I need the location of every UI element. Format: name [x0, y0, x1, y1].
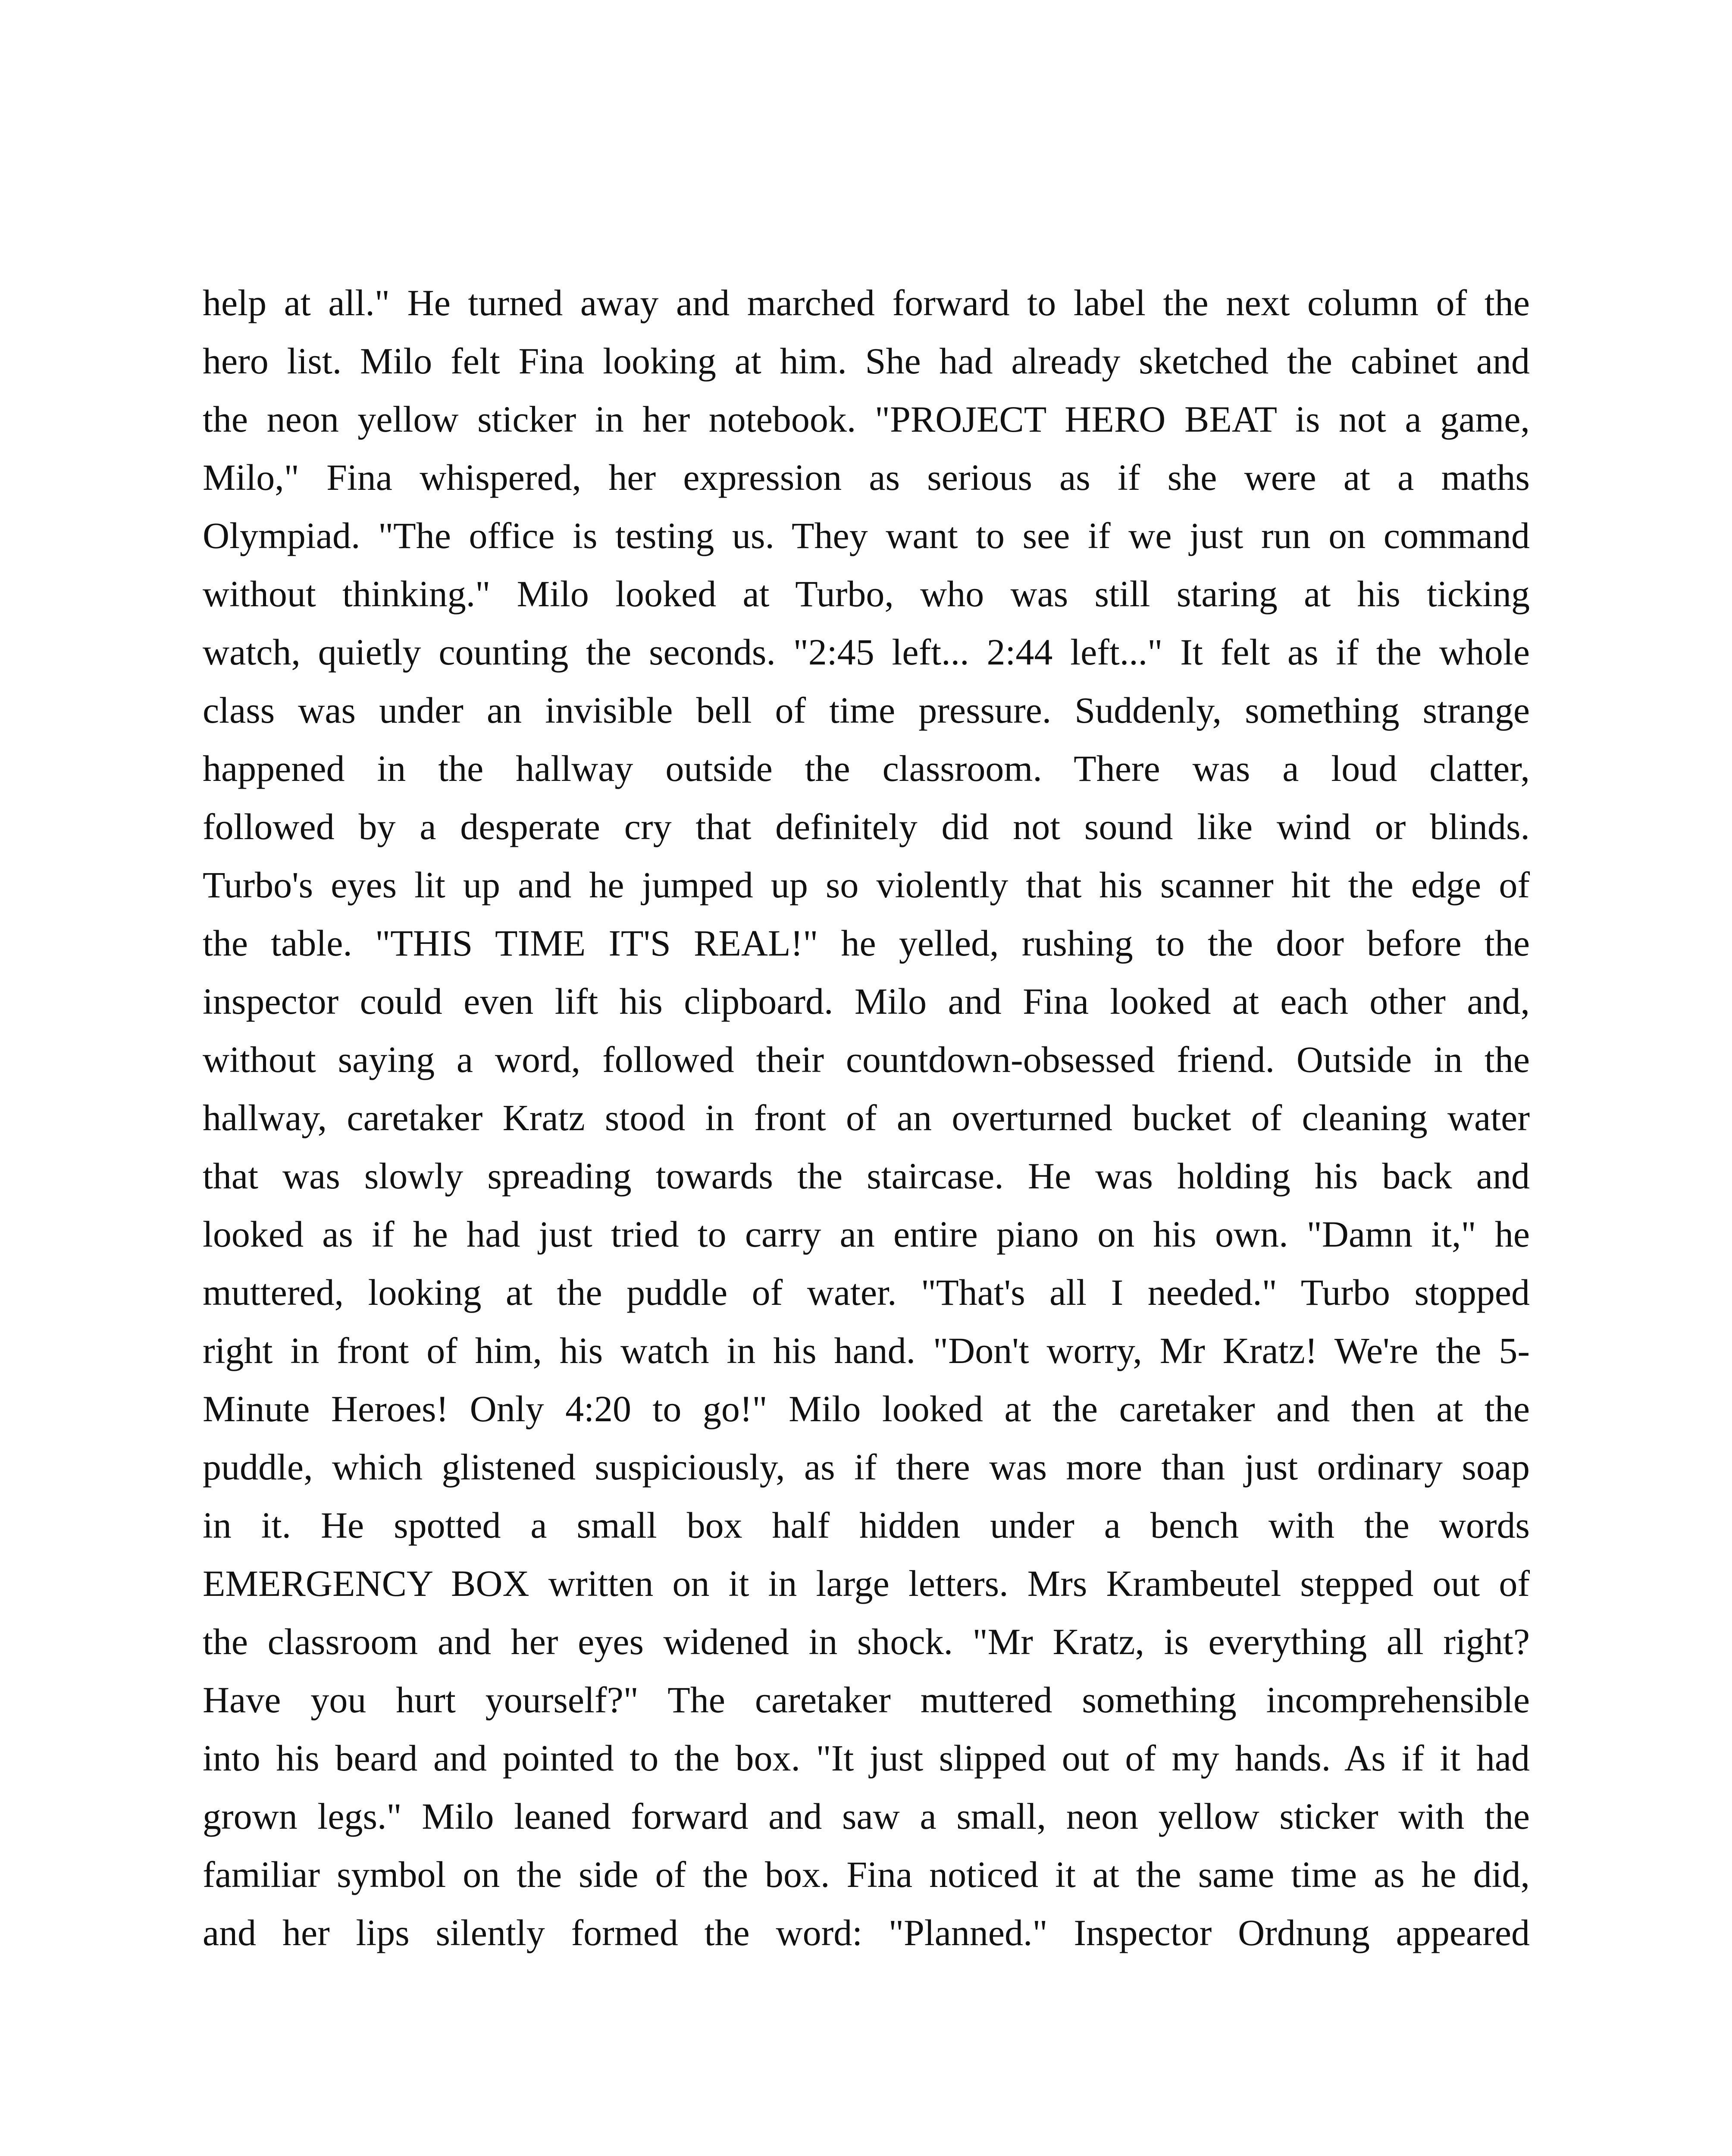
- text-line: Milo," Fina whispered, her expression as serious as if she were at a maths: [203, 457, 1530, 498]
- text-line: inspector could even lift his clipboard. Milo and Fina looked at each other and,: [203, 981, 1530, 1022]
- text-line: looked as if he had just tried to carry an entire piano on his own. "Damn it," he: [203, 1213, 1530, 1255]
- text-line: the neon yellow sticker in her notebook. "PROJECT HERO BEAT is not a game,: [203, 398, 1530, 440]
- text-line: puddle, which glistened suspiciously, as if there was more than just ordinary soap: [203, 1446, 1530, 1488]
- text-line: the classroom and her eyes widened in shock. "Mr Kratz, is everything all right?: [203, 1621, 1530, 1662]
- text-line: muttered, looking at the puddle of water. "That's all I needed." Turbo stopped: [203, 1272, 1530, 1313]
- text-line: in it. He spotted a small box half hidden under a bench with the words: [203, 1504, 1530, 1546]
- text-line: class was under an invisible bell of time pressure. Suddenly, something strange: [203, 689, 1530, 731]
- text-line: the table. "THIS TIME IT'S REAL!" he yelled, rushing to the door before the: [203, 922, 1530, 964]
- text-line: watch, quietly counting the seconds. "2:45 left... 2:44 left..." It felt as if the whole: [203, 631, 1530, 673]
- text-line: that was slowly spreading towards the staircase. He was holding his back and: [203, 1155, 1530, 1197]
- text-line: hero list. Milo felt Fina looking at him. She had already sketched the cabinet and: [203, 340, 1530, 382]
- text-line: right in front of him, his watch in his hand. "Don't worry, Mr Kratz! We're the 5-: [203, 1330, 1530, 1371]
- text-line: familiar symbol on the side of the box. Fina noticed it at the same time as he did,: [203, 1854, 1530, 1895]
- text-line: and her lips silently formed the word: "Planned." Inspector Ordnung appeared: [203, 1912, 1530, 1953]
- text-line: Have you hurt yourself?" The caretaker muttered something incomprehensible: [203, 1679, 1530, 1720]
- text-line: help at all." He turned away and marched forward to label the next column of the: [203, 282, 1530, 323]
- text-line: grown legs." Milo leaned forward and saw a small, neon yellow sticker with the: [203, 1796, 1530, 1837]
- body-text: [203, 274, 1530, 1962]
- text-line: without thinking." Milo looked at Turbo, who was still staring at his ticking: [203, 573, 1530, 614]
- text-line: Olympiad. "The office is testing us. They want to see if we just run on command: [203, 515, 1530, 556]
- text-line: happened in the hallway outside the classroom. There was a loud clatter,: [203, 748, 1530, 789]
- text-line: Minute Heroes! Only 4:20 to go!" Milo looked at the caretaker and then at the: [203, 1388, 1530, 1429]
- text-line: followed by a desperate cry that definitely did not sound like wind or blinds.: [203, 806, 1530, 847]
- text-line: Turbo's eyes lit up and he jumped up so violently that his scanner hit the edge of: [203, 864, 1530, 906]
- text-line: EMERGENCY BOX written on it in large letters. Mrs Krambeutel stepped out of: [203, 1563, 1530, 1604]
- text-line: into his beard and pointed to the box. "It just slipped out of my hands. As if it had: [203, 1737, 1530, 1779]
- text-line: hallway, caretaker Kratz stood in front of an overturned bucket of cleaning water: [203, 1097, 1530, 1138]
- text-line: without saying a word, followed their countdown-obsessed friend. Outside in the: [203, 1039, 1530, 1080]
